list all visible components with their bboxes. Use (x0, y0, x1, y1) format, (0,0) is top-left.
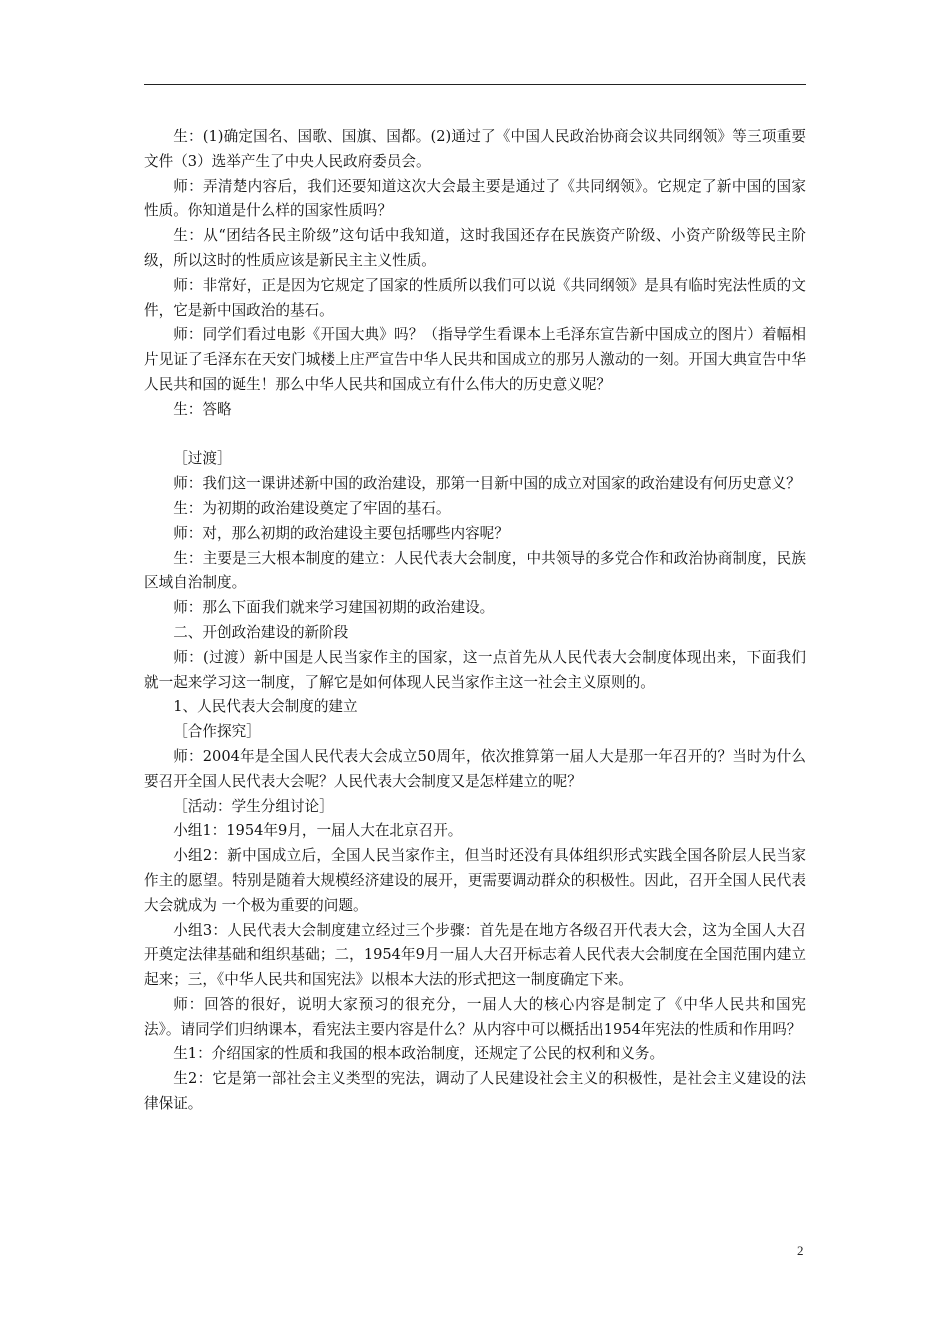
paragraph: 师：回答的很好，说明大家预习的很充分，一届人大的核心内容是制定了《中华人民共和国宪法》。请同学们归纳课本，看宪法主要内容是什么？从内容中可以概括出1954年宪法的性质和作用吗？ (144, 995, 806, 1038)
paragraph: 生1：介绍国家的性质和我国的根本政治制度，还规定了公民的权利和义务。 (173, 1045, 665, 1063)
paragraph: 小组3：人民代表大会制度建立经过三个步骤：首先是在地方各级召开代表大会，这为全国人大召开奠定法律基础和组织基础；二，1954年9月一届人大召开标志着人民代表大会制度在全国范围内建立起来；三，《中华人民共和国宪法》以根本大法的形式把这一制度确定下来。 (144, 921, 806, 989)
paragraph: 师：对，那么初期的政治建设主要包括哪些内容呢？ (173, 524, 509, 542)
paragraph: 师：非常好，正是因为它规定了国家的性质所以我们可以说《共同纲领》是具有临时宪法性质的文件，它是新中国政治的基石。 (144, 276, 806, 319)
paragraph: 生：(1)确定国名、国歌、国旗、国都。(2)通过了《中国人民政治协商会议共同纲领》等三项重要文件（3）选举产生了中央人民政府委员会。 (144, 128, 806, 170)
paragraph: 生：答略 (173, 400, 232, 418)
paragraph: 小组2：新中国成立后，全国人民当家作主，但当时还没有具体组织形式实践全国各阶层人民当家作主的愿望。特别是随着大规模经济建设的展开，更需要调动群众的积极性。因此，召开全国人民代表大会就成为 一个极为重要的问题。 (144, 847, 806, 914)
section-marker: ［过渡］ (173, 450, 232, 468)
section-marker: ［合作探究］ (173, 723, 261, 741)
paragraph: 生：从“团结各民主阶级”这句话中我知道，这时我国还存在民族资产阶级、小资产阶级等民主阶级，所以这时的性质应该是新民主主义性质。 (144, 227, 806, 269)
paragraph: 师：同学们看过电影《开国大典》吗？（指导学生看课本上毛泽东宣告新中国成立的图片）着幅相片见证了毛泽东在天安门城楼上庄严宣告中华人民共和国成立的那另人激动的一刻。开国大典宣告中华人民共和国的诞生！那么中华人民共和国成立有什么伟大的历史意义呢？ (144, 326, 806, 393)
paragraph: 小组1：1954年9月，一届人大在北京召开。 (173, 822, 463, 840)
paragraph: 师：(过渡）新中国是人民当家作主的国家，这一点首先从人民代表大会制度体现出来，下面我们就一起来学习这一制度，了解它是如何体现人民当家作主这一社会主义原则的。 (144, 648, 806, 691)
document-body (144, 125, 806, 1117)
subsection-heading: 1、人民代表大会制度的建立 (173, 698, 358, 716)
paragraph: 生：主要是三大根本制度的建立：人民代表大会制度，中共领导的多党合作和政治协商制度，民族区域自治制度。 (144, 549, 806, 592)
paragraph: 生：为初期的政治建设奠定了牢固的基石。 (173, 499, 451, 517)
paragraph: 师：2004年是全国人民代表大会成立50周年，依次推算第一届人大是那一年召开的？当时为什么要召开全国人民代表大会呢？人民代表大会制度又是怎样建立的呢？ (144, 747, 806, 790)
blank-line (144, 423, 806, 448)
section-heading: 二、开创政治建设的新阶段 (173, 623, 349, 641)
section-marker: ［活动：学生分组讨论］ (173, 797, 334, 815)
paragraph: 师：那么下面我们就来学习建国初期的政治建设。 (173, 599, 495, 617)
paragraph: 生2：它是第一部社会主义类型的宪法，调动了人民建设社会主义的积极性，是社会主义建设的法律保证。 (144, 1070, 806, 1113)
paragraph: 师：弄清楚内容后，我们还要知道这次大会最主要是通过了《共同纲领》。它规定了新中国的国家性质。你知道是什么样的国家性质吗？ (144, 177, 806, 220)
page-number: 2 (797, 1243, 804, 1258)
paragraph: 师：我们这一课讲述新中国的政治建设，那第一目新中国的成立对国家的政治建设有何历史意义？ (173, 475, 801, 493)
header-rule (144, 84, 806, 85)
